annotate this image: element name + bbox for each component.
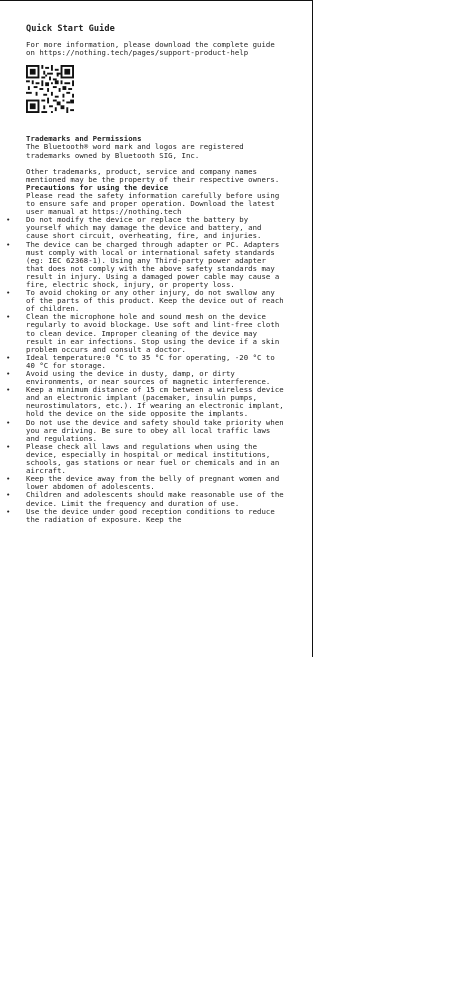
- bullet-icon: •: [6, 239, 11, 249]
- list-item-text: Keep a minimum distance of 15 cm between a wireless device and an electronic implant (pacemaker, insulin pumps, neurostimulators, etc.). If wearing an electronic implant, hold the device on the side opposite the implants.: [26, 385, 284, 419]
- bullet-icon: •: [6, 490, 11, 500]
- bullet-icon: •: [6, 417, 11, 427]
- list-item: [6, 441, 288, 476]
- precautions-heading: Precautions for using the device: [26, 182, 169, 192]
- other-trademarks-paragraph: Other trademarks, product, service and company names mentioned may be the property of their respective owners.: [26, 166, 280, 184]
- bullet-icon: •: [6, 441, 11, 451]
- bullet-icon: •: [6, 215, 11, 225]
- list-item: [6, 215, 288, 241]
- list-item: [6, 369, 288, 387]
- list-item: [6, 288, 288, 314]
- list-item-text: Use the device under good reception conditions to reduce the radiation of exposure. Keep the: [26, 506, 275, 524]
- qr-code: [26, 65, 74, 113]
- document-title: Quick Start Guide: [26, 24, 115, 34]
- list-item-text: The device can be charged through adapter or PC. Adapters must comply with local or international safety standards (eg: IEC 62368-1). Using any Third-party power adapter that does not comply with the above safety standards may result in injury. Using a damaged power cable may cause a fire, electric shock, injury, or property loss.: [26, 239, 280, 289]
- list-item-text: Ideal temperature:0 °C to 35 °C for operating, -20 °C to 40 °C for storage.: [26, 352, 275, 370]
- bullet-icon: •: [6, 288, 11, 298]
- list-item: [6, 312, 288, 354]
- precautions-intro: Please read the safety information carefully before using to ensure safe and proper operation. Download the latest user manual at https://nothing.tech: [26, 190, 280, 217]
- bullet-icon: •: [6, 369, 11, 378]
- list-item-text: Keep the device away from the belly of pregnant women and lower abdomen of adolescents.: [26, 474, 280, 492]
- trademarks-heading: Trademarks and Permissions: [26, 134, 142, 144]
- document-content: [6, 24, 288, 524]
- bullet-icon: •: [6, 352, 11, 362]
- list-item-text: Do not modify the device or replace the battery by yourself which may damage the device and battery, and cause short circuit, overheating, fire, and injuries.: [26, 215, 262, 241]
- list-item: [6, 417, 288, 443]
- bullet-icon: •: [6, 506, 11, 516]
- list-item: [6, 490, 288, 508]
- list-item: [6, 385, 288, 419]
- list-item-text: Please check all laws and regulations when using the device, especially in hospital or medical institutions, schools, gas stations or near fuel or chemicals and in an aircraft.: [26, 441, 280, 476]
- list-item-text: Avoid using the device in dusty, damp, or dirty environments, or near sources of magnetic interference.: [26, 369, 271, 387]
- trademarks-paragraph: The Bluetooth® word mark and logos are registered trademarks owned by Bluetooth SIG, Inc.: [26, 142, 244, 160]
- list-item: [6, 506, 288, 524]
- document-page: [0, 0, 313, 657]
- list-item-text: To avoid choking or any other injury, do not swallow any of the parts of this product. Keep the device out of reach of children.: [26, 288, 284, 314]
- list-item: [6, 352, 288, 370]
- list-item: [6, 474, 288, 492]
- list-item-text: Do not use the device and safety should take priority when you are driving. Be sure to obey all local traffic laws and regulations.: [26, 417, 284, 443]
- precautions-list: [6, 215, 288, 524]
- list-item: [6, 239, 288, 290]
- intro-paragraph: For more information, please download the complete guide on https://nothing.tech/pages/support-product-help: [26, 40, 275, 58]
- bullet-icon: •: [6, 312, 11, 322]
- list-item-text: Children and adolescents should make reasonable use of the device. Limit the frequency and duration of use.: [26, 490, 284, 508]
- bullet-icon: •: [6, 474, 11, 484]
- bullet-icon: •: [6, 385, 11, 395]
- list-item-text: Clean the microphone hole and sound mesh on the device regularly to avoid blockage. Use soft and lint-free cloth to clean device. Improper cleaning of the device may result in ear infections. Stop using the device if a skin problem occurs and consult a doctor.: [26, 312, 280, 354]
